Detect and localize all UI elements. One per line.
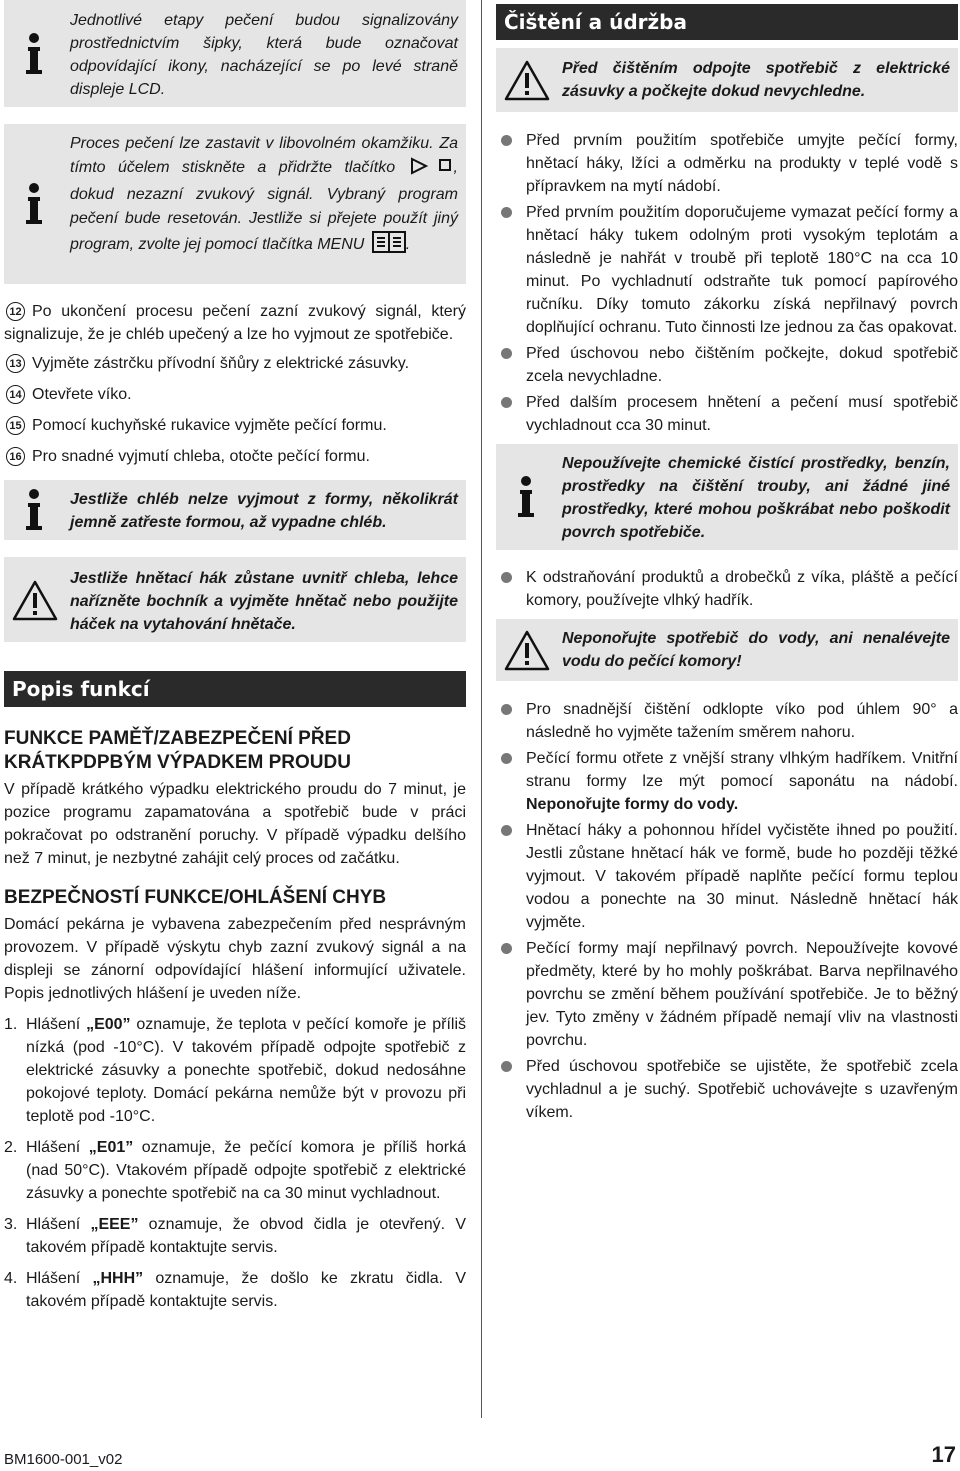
step-text: Otevřete víko.	[32, 386, 132, 403]
list-item	[496, 1055, 958, 1124]
step-item	[4, 352, 466, 375]
warning-note-hook	[4, 557, 466, 642]
error-text: oznamuje, že obvod čidla je otevřený. V takovém případě kontaktujte servis.	[26, 1216, 466, 1256]
section-title-functions: Popis funkcí	[4, 671, 466, 707]
step-text: Vyjměte zástrčku přívodní šňůry z elektrické zásuvky.	[32, 355, 410, 372]
list-item-text: Před úschovou spotřebiče se ujistěte, že spotřebič zcela vychladnul a je suchý. Spotřebič uchovávejte s uzavřeným víkem.	[526, 1058, 958, 1121]
bullet-icon	[501, 704, 512, 715]
step-number: 13	[6, 354, 25, 373]
step-text: Pomocí kuchyňské rukavice vyjměte pečící formu.	[32, 417, 387, 434]
error-text: Hlášení	[26, 1016, 87, 1033]
list-item-text: Před prvním použitím doporučujeme vymazat pečící formy a hnětací háky tukem odolným proti vysokým teplotám a následně je nahřát v troubě při teplotě 180°C na cca 10 minut. Po vychladnutí odstraňte tuk pomocí papírového ručníku. Díky tomuto zákorku získá nepřilnavý povrch doplňující ochranu. Tuto činnosti lze jednou za čas opakovat.	[526, 204, 958, 336]
warning-icon	[504, 629, 550, 671]
heading-memory: FUNKCE PAMĚŤ/ZABEZPEČENÍ PŘED KRÁTKPDPBÝM VÝPADKEM PROUDU	[4, 728, 351, 773]
step-text: Po ukončení procesu pečení zazní zvukový signál, který signalizuje, že je chléb upečený a lze ho vyjmout ze spotřebiče.	[4, 303, 466, 343]
error-code: „E00”	[86, 1016, 131, 1033]
list-item-text: Před úschovou nebo čištěním počkejte, dokud spotřebič zcela nevychladne.	[526, 345, 958, 385]
step-item	[4, 414, 466, 437]
step-text: Pro snadné vyjmutí chleba, otočte pečící formu.	[32, 448, 370, 465]
list-item-text: Pečící formy mají nepřilnavý povrch. Nepoužívejte kovové předměty, které by ho mohly poškrábat. Barva nepřilnavého povrchu se změní během používání spotřebiče. Je to běžný jev. Tyto změny v žádném případě nemají vliv na vlastnosti povrchu.	[526, 940, 958, 1049]
list-item	[496, 819, 958, 934]
info-note-text: Nepoužívejte chemické čistící prostředky, benzín, prostředky na čištění trouby, ani žádné jiné prostředky, které mohou poškrábat nebo poškodit povrch spotřebiče.	[562, 455, 950, 541]
info-icon	[12, 32, 56, 76]
info-note-text: Jednotlivé etapy pečení budou signalizovány prostřednictvím šipky, která bude označovat odpovídající ikony, nacházející se po levé straně displeje LCD.	[70, 12, 458, 98]
step-number: 14	[6, 385, 25, 404]
list-item	[496, 342, 958, 388]
list-item	[496, 201, 958, 339]
bullet-icon	[501, 825, 512, 836]
page-number: 17	[931, 1442, 956, 1467]
list-item	[496, 747, 958, 816]
error-item	[4, 1013, 466, 1128]
error-number: 4.	[4, 1270, 18, 1287]
bullet-icon	[501, 943, 512, 954]
bullet-icon	[501, 207, 512, 218]
step-list	[4, 300, 466, 468]
info-note-display	[4, 0, 466, 107]
info-note-stop	[4, 124, 466, 284]
error-text: Hlášení	[26, 1270, 93, 1287]
error-item	[4, 1136, 466, 1205]
cleaning-list-3	[496, 698, 958, 1124]
left-column	[4, 0, 466, 1321]
step-number: 15	[6, 416, 25, 435]
cleaning-list-2	[496, 566, 958, 612]
list-item-text: K odstraňování produktů a drobečků z víka, pláště a pečící komory, používejte vlhký hadřík.	[526, 569, 958, 609]
step-item	[4, 383, 466, 406]
warning-note-water	[496, 619, 958, 681]
step-item	[4, 300, 466, 346]
error-number: 1.	[4, 1016, 18, 1033]
warning-note-unplug	[496, 48, 958, 112]
section-title-cleaning: Čištění a údržba	[496, 4, 958, 40]
info-note-text-cont: , dokud nezazní zvukový signál. Vybraný program pečení bude resetován. Jestliže si přejete použít jiný program, zvolte jej pomocí tlačítka MENU	[70, 159, 458, 253]
warning-note-text: Před čištěním odpojte spotřebič z elektrické zásuvky a počkejte dokud nevychledne.	[562, 60, 950, 100]
bullet-icon	[501, 1061, 512, 1072]
bullet-icon	[501, 397, 512, 408]
error-list	[4, 1013, 466, 1313]
bullet-icon	[501, 572, 512, 583]
error-code: „EEE”	[90, 1216, 139, 1233]
info-icon	[12, 182, 56, 226]
list-item	[496, 391, 958, 437]
info-note-bread	[4, 480, 466, 540]
error-item	[4, 1213, 466, 1259]
error-number: 3.	[4, 1216, 18, 1233]
paragraph-memory: V případě krátkého výpadku elektrického proudu do 7 minut, je pozice programu zapamatována a spotřebič bude v práci pokračovat po odstranění poruchy. V případě výpadku delšího než 7 minut, je nezbytné zahájit celý proces od začátku.	[4, 781, 466, 867]
list-item	[496, 129, 958, 198]
bullet-icon	[501, 348, 512, 359]
error-number: 2.	[4, 1139, 18, 1156]
paragraph-safety: Domácí pekárna je vybavena zabezpečením před nesprávným provozem. V případě výskytu chyb zazní zvukový signál a na displeji se zánorní odpovídající hlášení informující uživatele. Popis jednotlivých hlášení je uveden níže.	[4, 916, 466, 1002]
step-item	[4, 445, 466, 468]
start-stop-icon	[410, 157, 452, 183]
info-note-chemicals	[496, 444, 958, 550]
error-text: oznamuje, že pečící komora je příliš horká (nad 50°C). Vtakovém případě odpojte spotřebič z elektrické zásuvky a ponechte spotřebič na ca 30 minut vychladnout.	[26, 1139, 466, 1202]
info-icon	[12, 488, 56, 532]
list-item-text: Hnětací háky a pohonnou hřídel vyčistěte ihned po použití. Jestli zůstane hnětací hák ve formě, bude ho později těžké vyjmout. V takovém případě naplňte pečící formu teplou vodou a ponechte na 30 minut. Následně hnětací hák vyjměte.	[526, 822, 958, 931]
menu-icon	[372, 231, 406, 261]
cleaning-list-1	[496, 129, 958, 437]
bullet-icon	[501, 753, 512, 764]
error-text: oznamuje, že teplota v pečící komoře je příliš nízká (pod -10°C). V takovém případě odpojte spotřebič z elektrické zásuvky a ponechte spotřebič, dokud nedosáhne pokojové teploty. Domácí pekárna nemůže být v provozu při teplotě pod -10°C.	[26, 1016, 466, 1125]
list-item-text: Pro snadnější čištění odklopte víko pod úhlem 90° a následně ho vyjměte tažením směrem nahoru.	[526, 701, 958, 741]
info-note-text: Jestliže chléb nelze vyjmout z formy, několikrát jemně zatřeste formou, až vypadne chléb.	[70, 491, 458, 531]
bullet-icon	[501, 135, 512, 146]
error-item	[4, 1267, 466, 1313]
list-item	[496, 937, 958, 1052]
list-item	[496, 566, 958, 612]
info-note-text: Proces pečení lze zastavit v libovolném okamžiku. Za tímto účelem stiskněte a přidržte tlačítko	[70, 135, 458, 176]
warning-icon	[504, 59, 550, 101]
error-text: Hlášení	[26, 1139, 89, 1156]
warning-note-text: Neponořujte spotřebič do vody, ani nenalévejte vodu do pečící komory!	[562, 630, 950, 670]
warning-icon	[12, 579, 58, 621]
list-item-emphasis: Neponořujte formy do vody.	[526, 796, 739, 813]
column-divider	[481, 0, 482, 1418]
list-item-text: Pečící formu otřete z vnější strany vlhkým hadříkem. Vnitřní stranu formy lze mýt pomocí saponátu na nádobí.	[526, 750, 958, 790]
error-text: Hlášení	[26, 1216, 91, 1233]
footer-model: BM1600-001_v02	[4, 1451, 123, 1468]
warning-note-text: Jestliže hnětací hák zůstane uvnitř chleba, lehce nařízněte bochník a vyjměte hnětač nebo použijte háček na vytahování hnětače.	[70, 570, 458, 633]
step-number: 16	[6, 447, 25, 466]
list-item-text: Před prvním použitím spotřebiče umyjte pečící formy, hnětací háky, lžíci a odměrku na produkty v teplé vodě s přípravkem na mytí nádobí.	[526, 132, 958, 195]
heading-safety: BEZPEČNOSTÍ FUNKCE/OHLÁŠENÍ CHYB	[4, 887, 387, 908]
list-item	[496, 698, 958, 744]
error-code: „E01”	[88, 1139, 134, 1156]
info-note-text-end: .	[405, 236, 411, 253]
error-text: oznamuje, že došlo ke zkratu čidla. V takovém případě kontaktujte servis.	[26, 1270, 466, 1310]
right-column	[496, 0, 958, 1127]
list-item-text: Před dalším procesem hnětení a pečení musí spotřebič vychladnout cca 30 minut.	[526, 394, 958, 434]
info-icon	[504, 475, 548, 519]
error-code: „HHH”	[92, 1270, 144, 1287]
step-number: 12	[6, 302, 25, 321]
